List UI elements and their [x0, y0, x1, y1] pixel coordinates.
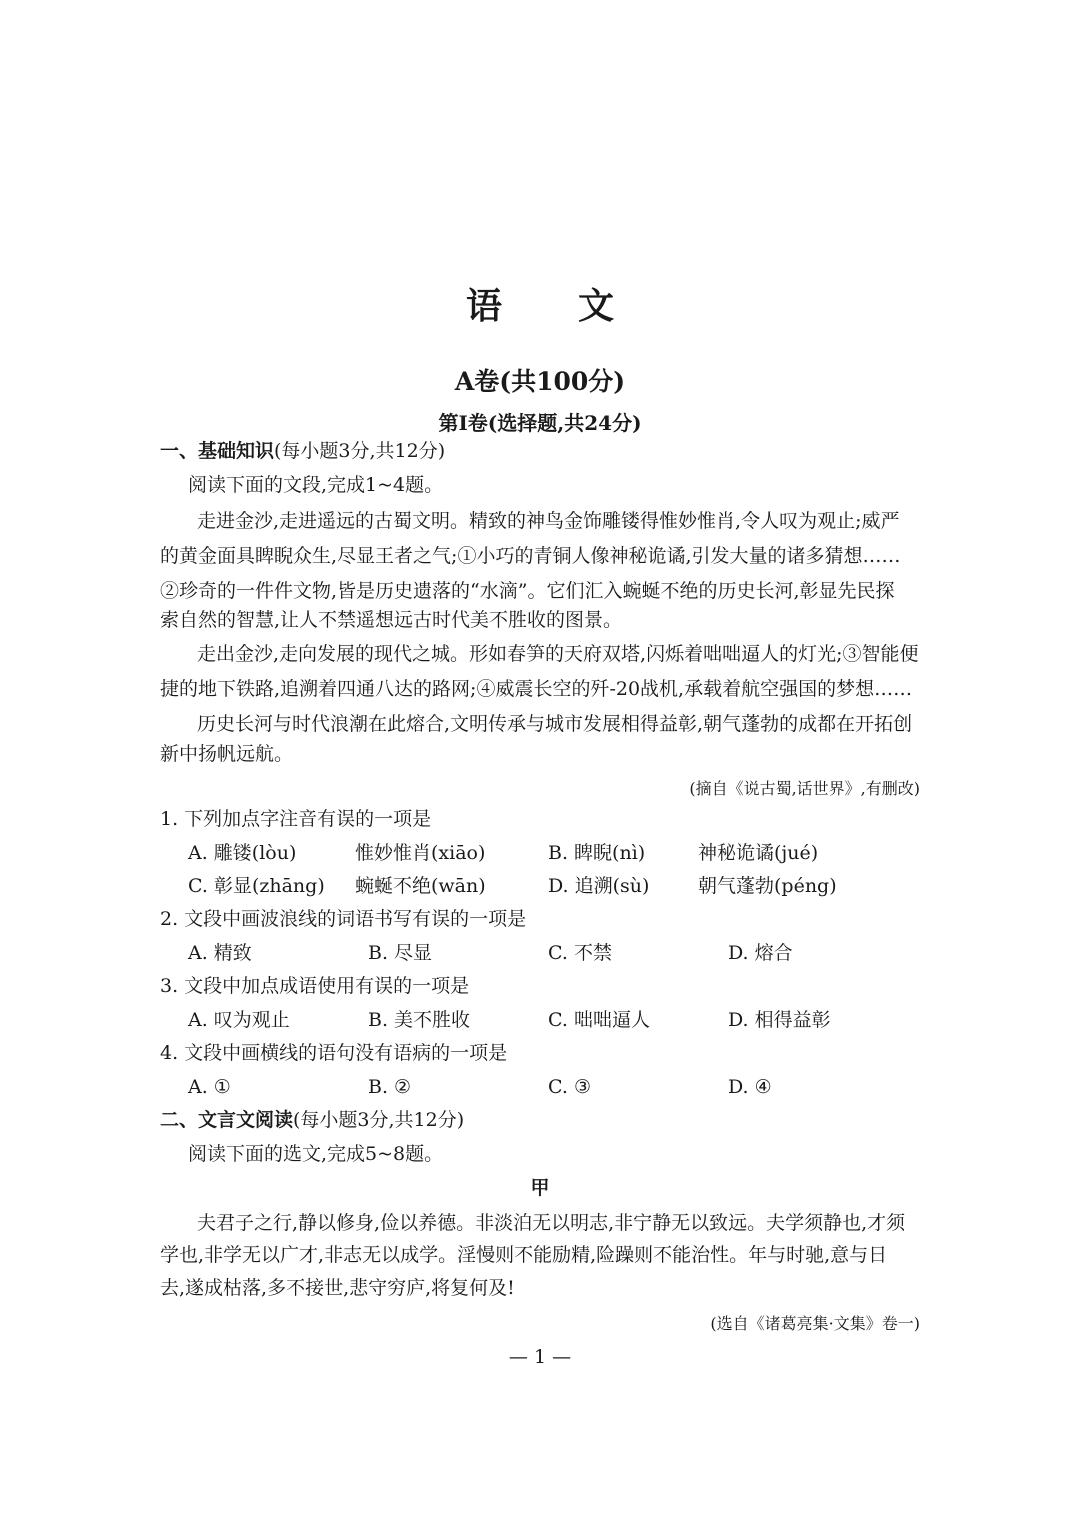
passage-label: 甲 — [530, 1177, 550, 1199]
question-option: 朝气蓬勃(péng) — [698, 875, 837, 897]
passage1-line: ②珍奇的一件件文物,皆是历史遗落的“水滴”。它们汇入蜿蜒不绝的历史长河,彰显先民探 — [160, 580, 895, 602]
question-option: 惟妙惟肖(xiāo) — [355, 842, 486, 864]
question-option: B. 美不胜收 — [368, 1009, 471, 1031]
passage1-line: 走出金沙,走向发展的现代之城。形如春笋的天府双塔,闪烁着咄咄逼人的灯光;③智能便 — [197, 643, 919, 665]
page-number: — 1 — — [508, 1346, 572, 1368]
question-option: D. 熔合 — [728, 942, 793, 964]
section2-instruction: 阅读下面的选文,完成5~8题。 — [188, 1143, 444, 1165]
question-option: 神秘诡谲(jué) — [698, 842, 819, 864]
passage2-line: 学也,非学无以广才,非志无以成学。淫慢则不能励精,险躁则不能治性。年与时驰,意与日 — [160, 1244, 888, 1266]
passage1-line: 索自然的智慧,让人不禁遥想远古时代美不胜收的图景。 — [160, 609, 623, 631]
passage1-line: 走进金沙,走进遥远的古蜀文明。精致的神鸟金饰雕镂得惟妙惟肖,令人叹为观止;威严 — [197, 510, 900, 532]
passage1-source: (摘自《说古蜀,话世界》,有删改) — [689, 779, 920, 798]
question-option: B. 尽显 — [368, 942, 433, 964]
question-option: D. ④ — [728, 1076, 772, 1098]
passage1-line: 历史长河与时代浪潮在此熔合,文明传承与城市发展相得益彰,朝气蓬勃的成都在开拓创 — [197, 713, 913, 735]
passage1-line: 捷的地下铁路,追溯着四通八达的路网;④威震长空的歼-20战机,承载着航空强国的梦想…… — [160, 678, 913, 700]
question-option: C. ③ — [548, 1076, 591, 1098]
question-option: 蜿蜒不绝(wān) — [355, 875, 486, 897]
question-option: A. 雕镂(lòu) — [188, 842, 297, 864]
question-option: B. ② — [368, 1076, 412, 1098]
section1-instruction: 阅读下面的文段,完成1~4题。 — [188, 474, 444, 496]
question-option: C. 彰显(zhāng) — [188, 875, 325, 897]
question-option: D. 相得益彰 — [728, 1009, 831, 1031]
section1-heading: 一、基础知识 — [160, 440, 275, 462]
section1-header — [160, 438, 445, 464]
question-option: D. 追溯(sù) — [548, 875, 650, 897]
passage1-line: 新中扬帆远航。 — [160, 743, 294, 765]
question-stem: 3. 文段中加点成语使用有误的一项是 — [160, 975, 470, 997]
part-title: 第Ⅰ卷(选择题,共24分) — [438, 411, 642, 435]
question-option: C. 不禁 — [548, 942, 612, 964]
section2-points: (每小题3分,共12分) — [293, 1109, 465, 1131]
passage1-line: 的黄金面具睥睨众生,尽显王者之气;①小巧的青铜人像神秘诡谲,引发大量的诸多猜想…… — [160, 545, 901, 567]
exam-title: 语文 — [465, 285, 690, 327]
volume-title: A卷(共100分) — [454, 367, 626, 396]
passage2-source: (选自《诸葛亮集·文集》卷一) — [710, 1314, 920, 1333]
question-option: A. ① — [188, 1076, 231, 1098]
passage2-line: 夫君子之行,静以修身,俭以养德。非淡泊无以明志,非宁静无以致远。夫学须静也,才须 — [197, 1212, 906, 1234]
passage2-line: 去,遂成枯落,多不接世,悲守穷庐,将复何及! — [160, 1277, 515, 1299]
question-stem: 1. 下列加点字注音有误的一项是 — [160, 808, 432, 830]
question-option: A. 精致 — [188, 942, 252, 964]
section1-points: (每小题3分,共12分) — [274, 440, 446, 462]
question-option: C. 咄咄逼人 — [548, 1009, 650, 1031]
section2-heading: 二、文言文阅读 — [160, 1109, 294, 1131]
question-option: A. 叹为观止 — [188, 1009, 290, 1031]
question-stem: 2. 文段中画波浪线的词语书写有误的一项是 — [160, 908, 527, 930]
section2-header — [160, 1107, 464, 1133]
question-stem: 4. 文段中画横线的语句没有语病的一项是 — [160, 1042, 508, 1064]
question-option: B. 睥睨(nì) — [548, 842, 646, 864]
